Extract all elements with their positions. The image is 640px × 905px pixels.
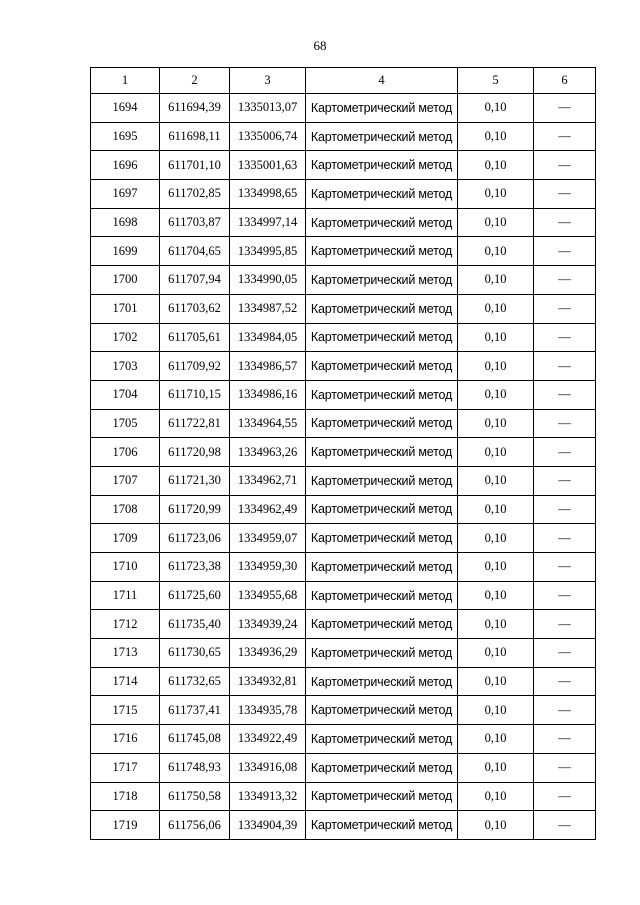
note-cell: — (534, 208, 596, 237)
accuracy-cell: 0,10 (458, 753, 534, 782)
table-row (91, 696, 596, 725)
note-cell: — (534, 524, 596, 553)
y-coordinate-cell: 1334962,49 (230, 495, 306, 524)
accuracy-cell: 0,10 (458, 180, 534, 209)
note-cell: — (534, 94, 596, 123)
accuracy-cell: 0,10 (458, 151, 534, 180)
y-coordinate-cell: 1334962,71 (230, 466, 306, 495)
note-cell: — (534, 466, 596, 495)
x-coordinate-cell: 611710,15 (160, 380, 230, 409)
y-coordinate-cell: 1334916,08 (230, 753, 306, 782)
table-row (91, 725, 596, 754)
point-number-cell: 1701 (91, 294, 160, 323)
x-coordinate-cell: 611707,94 (160, 266, 230, 295)
method-cell: Картометрический метод (306, 323, 458, 352)
x-coordinate-cell: 611737,41 (160, 696, 230, 725)
method-cell: Картометрический метод (306, 524, 458, 553)
point-number-cell: 1707 (91, 466, 160, 495)
y-coordinate-cell: 1334984,05 (230, 323, 306, 352)
point-number-cell: 1711 (91, 581, 160, 610)
accuracy-cell: 0,10 (458, 266, 534, 295)
method-cell: Картометрический метод (306, 466, 458, 495)
accuracy-cell: 0,10 (458, 553, 534, 582)
accuracy-cell: 0,10 (458, 639, 534, 668)
method-cell: Картометрический метод (306, 352, 458, 381)
y-coordinate-cell: 1334986,57 (230, 352, 306, 381)
x-coordinate-cell: 611748,93 (160, 753, 230, 782)
method-cell: Картометрический метод (306, 122, 458, 151)
accuracy-cell: 0,10 (458, 811, 534, 840)
x-coordinate-cell: 611703,87 (160, 208, 230, 237)
method-cell: Картометрический метод (306, 581, 458, 610)
table-row (91, 753, 596, 782)
y-coordinate-cell: 1334935,78 (230, 696, 306, 725)
y-coordinate-cell: 1334998,65 (230, 180, 306, 209)
y-coordinate-cell: 1334987,52 (230, 294, 306, 323)
accuracy-cell: 0,10 (458, 294, 534, 323)
x-coordinate-cell: 611745,08 (160, 725, 230, 754)
method-cell: Картометрический метод (306, 409, 458, 438)
table-row (91, 782, 596, 811)
table-row (91, 409, 596, 438)
method-cell: Картометрический метод (306, 208, 458, 237)
y-coordinate-cell: 1334922,49 (230, 725, 306, 754)
note-cell: — (534, 438, 596, 467)
page-number: 68 (313, 38, 327, 53)
method-cell: Картометрический метод (306, 753, 458, 782)
accuracy-cell: 0,10 (458, 466, 534, 495)
table-row (91, 581, 596, 610)
x-coordinate-cell: 611732,65 (160, 667, 230, 696)
x-coordinate-cell: 611694,39 (160, 94, 230, 123)
method-cell: Картометрический метод (306, 553, 458, 582)
point-number-cell: 1708 (91, 495, 160, 524)
note-cell: — (534, 294, 596, 323)
header-row (91, 68, 596, 94)
table-row (91, 610, 596, 639)
header-col-2: 2 (160, 68, 230, 94)
y-coordinate-cell: 1334959,07 (230, 524, 306, 553)
accuracy-cell: 0,10 (458, 122, 534, 151)
method-cell: Картометрический метод (306, 380, 458, 409)
point-number-cell: 1712 (91, 610, 160, 639)
x-coordinate-cell: 611703,62 (160, 294, 230, 323)
accuracy-cell: 0,10 (458, 352, 534, 381)
x-coordinate-cell: 611709,92 (160, 352, 230, 381)
note-cell: — (534, 639, 596, 668)
y-coordinate-cell: 1334995,85 (230, 237, 306, 266)
x-coordinate-cell: 611730,65 (160, 639, 230, 668)
point-number-cell: 1719 (91, 811, 160, 840)
point-number-cell: 1703 (91, 352, 160, 381)
y-coordinate-cell: 1334913,32 (230, 782, 306, 811)
method-cell: Картометрический метод (306, 610, 458, 639)
method-cell: Картометрический метод (306, 696, 458, 725)
x-coordinate-cell: 611735,40 (160, 610, 230, 639)
x-coordinate-cell: 611721,30 (160, 466, 230, 495)
accuracy-cell: 0,10 (458, 524, 534, 553)
point-number-cell: 1714 (91, 667, 160, 696)
point-number-cell: 1713 (91, 639, 160, 668)
point-number-cell: 1718 (91, 782, 160, 811)
point-number-cell: 1696 (91, 151, 160, 180)
note-cell: — (534, 266, 596, 295)
y-coordinate-cell: 1334964,55 (230, 409, 306, 438)
table-row (91, 237, 596, 266)
accuracy-cell: 0,10 (458, 94, 534, 123)
note-cell: — (534, 553, 596, 582)
table-row (91, 380, 596, 409)
accuracy-cell: 0,10 (458, 725, 534, 754)
method-cell: Картометрический метод (306, 180, 458, 209)
y-coordinate-cell: 1335006,74 (230, 122, 306, 151)
y-coordinate-cell: 1334936,29 (230, 639, 306, 668)
note-cell: — (534, 811, 596, 840)
header-col-3: 3 (230, 68, 306, 94)
note-cell: — (534, 753, 596, 782)
x-coordinate-cell: 611750,58 (160, 782, 230, 811)
table-row (91, 438, 596, 467)
method-cell: Картометрический метод (306, 266, 458, 295)
method-cell: Картометрический метод (306, 94, 458, 123)
x-coordinate-cell: 611725,60 (160, 581, 230, 610)
y-coordinate-cell: 1335001,63 (230, 151, 306, 180)
y-coordinate-cell: 1334932,81 (230, 667, 306, 696)
note-cell: — (534, 495, 596, 524)
x-coordinate-cell: 611720,98 (160, 438, 230, 467)
point-number-cell: 1706 (91, 438, 160, 467)
y-coordinate-cell: 1334955,68 (230, 581, 306, 610)
accuracy-cell: 0,10 (458, 208, 534, 237)
point-number-cell: 1709 (91, 524, 160, 553)
method-cell: Картометрический метод (306, 151, 458, 180)
table-body (91, 94, 596, 840)
method-cell: Картометрический метод (306, 639, 458, 668)
note-cell: — (534, 581, 596, 610)
table-row (91, 667, 596, 696)
note-cell: — (534, 122, 596, 151)
accuracy-cell: 0,10 (458, 323, 534, 352)
header-col-1: 1 (91, 68, 160, 94)
point-number-cell: 1702 (91, 323, 160, 352)
accuracy-cell: 0,10 (458, 696, 534, 725)
y-coordinate-cell: 1334959,30 (230, 553, 306, 582)
accuracy-cell: 0,10 (458, 782, 534, 811)
note-cell: — (534, 323, 596, 352)
x-coordinate-cell: 611723,38 (160, 553, 230, 582)
method-cell: Картометрический метод (306, 438, 458, 467)
y-coordinate-cell: 1334963,26 (230, 438, 306, 467)
x-coordinate-cell: 611704,65 (160, 237, 230, 266)
table-row (91, 553, 596, 582)
header-col-5: 5 (458, 68, 534, 94)
accuracy-cell: 0,10 (458, 237, 534, 266)
table-row (91, 352, 596, 381)
header-col-4: 4 (306, 68, 458, 94)
point-number-cell: 1698 (91, 208, 160, 237)
point-number-cell: 1695 (91, 122, 160, 151)
x-coordinate-cell: 611702,85 (160, 180, 230, 209)
accuracy-cell: 0,10 (458, 380, 534, 409)
note-cell: — (534, 151, 596, 180)
y-coordinate-cell: 1334990,05 (230, 266, 306, 295)
coordinates-table (90, 67, 596, 840)
table-row (91, 811, 596, 840)
table-row (91, 208, 596, 237)
table-row (91, 495, 596, 524)
table-row (91, 266, 596, 295)
note-cell: — (534, 610, 596, 639)
point-number-cell: 1700 (91, 266, 160, 295)
table-row (91, 151, 596, 180)
accuracy-cell: 0,10 (458, 581, 534, 610)
method-cell: Картометрический метод (306, 294, 458, 323)
table-row (91, 466, 596, 495)
header-col-6: 6 (534, 68, 596, 94)
accuracy-cell: 0,10 (458, 667, 534, 696)
accuracy-cell: 0,10 (458, 409, 534, 438)
y-coordinate-cell: 1335013,07 (230, 94, 306, 123)
x-coordinate-cell: 611698,11 (160, 122, 230, 151)
x-coordinate-cell: 611722,81 (160, 409, 230, 438)
note-cell: — (534, 409, 596, 438)
note-cell: — (534, 696, 596, 725)
note-cell: — (534, 237, 596, 266)
method-cell: Картометрический метод (306, 495, 458, 524)
method-cell: Картометрический метод (306, 667, 458, 696)
note-cell: — (534, 180, 596, 209)
table-row (91, 180, 596, 209)
x-coordinate-cell: 611756,06 (160, 811, 230, 840)
point-number-cell: 1697 (91, 180, 160, 209)
y-coordinate-cell: 1334997,14 (230, 208, 306, 237)
y-coordinate-cell: 1334904,39 (230, 811, 306, 840)
point-number-cell: 1704 (91, 380, 160, 409)
x-coordinate-cell: 611723,06 (160, 524, 230, 553)
x-coordinate-cell: 611720,99 (160, 495, 230, 524)
note-cell: — (534, 352, 596, 381)
accuracy-cell: 0,10 (458, 610, 534, 639)
table-header (91, 68, 596, 94)
method-cell: Картометрический метод (306, 782, 458, 811)
table-row (91, 294, 596, 323)
point-number-cell: 1716 (91, 725, 160, 754)
note-cell: — (534, 380, 596, 409)
x-coordinate-cell: 611701,10 (160, 151, 230, 180)
accuracy-cell: 0,10 (458, 438, 534, 467)
x-coordinate-cell: 611705,61 (160, 323, 230, 352)
y-coordinate-cell: 1334986,16 (230, 380, 306, 409)
point-number-cell: 1699 (91, 237, 160, 266)
accuracy-cell: 0,10 (458, 495, 534, 524)
table-row (91, 94, 596, 123)
note-cell: — (534, 782, 596, 811)
table-row (91, 323, 596, 352)
point-number-cell: 1717 (91, 753, 160, 782)
point-number-cell: 1715 (91, 696, 160, 725)
y-coordinate-cell: 1334939,24 (230, 610, 306, 639)
note-cell: — (534, 667, 596, 696)
note-cell: — (534, 725, 596, 754)
table-row (91, 122, 596, 151)
point-number-cell: 1710 (91, 553, 160, 582)
point-number-cell: 1694 (91, 94, 160, 123)
point-number-cell: 1705 (91, 409, 160, 438)
method-cell: Картометрический метод (306, 237, 458, 266)
table-row (91, 524, 596, 553)
method-cell: Картометрический метод (306, 725, 458, 754)
table-row (91, 639, 596, 668)
method-cell: Картометрический метод (306, 811, 458, 840)
